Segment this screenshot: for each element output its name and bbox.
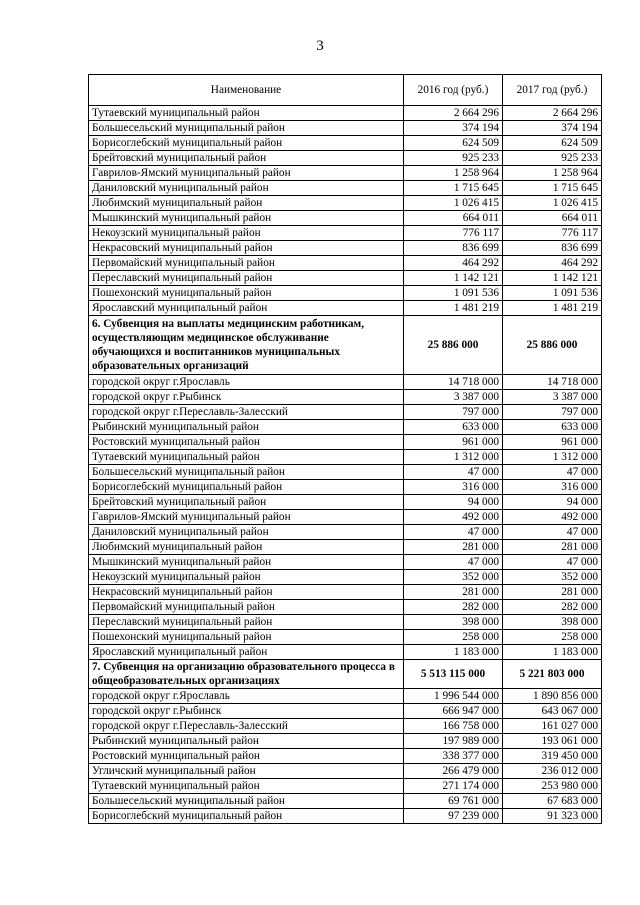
value-2016: 97 239 000 [404,809,503,824]
value-2017: 282 000 [503,600,602,615]
value-2016: 1 026 415 [404,196,503,211]
header-year-2017: 2017 год (руб.) [503,75,602,106]
district-name: Некрасовский муниципальный район [89,585,404,600]
value-2016: 1 091 536 [404,286,503,301]
section-row [89,660,602,689]
district-name: Угличский муниципальный район [89,764,404,779]
table-row [89,600,602,615]
district-name: Некрасовский муниципальный район [89,241,404,256]
table-row [89,271,602,286]
value-2017: 352 000 [503,570,602,585]
district-name: Ярославский муниципальный район [89,645,404,660]
subsidy-table [88,74,602,824]
value-2016: 266 479 000 [404,764,503,779]
value-2017: 1 091 536 [503,286,602,301]
value-2016: 797 000 [404,405,503,420]
district-name: Борисоглебский муниципальный район [89,809,404,824]
value-2016: 1 715 645 [404,181,503,196]
value-2016: 47 000 [404,525,503,540]
table-row [89,525,602,540]
value-2016: 374 194 [404,121,503,136]
district-name: Рыбинский муниципальный район [89,420,404,435]
value-2017: 2 664 296 [503,106,602,121]
table-row [89,645,602,660]
value-2017: 281 000 [503,540,602,555]
table-row [89,121,602,136]
table-row [89,510,602,525]
district-name: Борисоглебский муниципальный район [89,480,404,495]
table-row [89,719,602,734]
value-2017: 1 715 645 [503,181,602,196]
district-name: городской округ г.Ярославль [89,689,404,704]
value-2017: 193 061 000 [503,734,602,749]
page-number: 3 [316,38,324,54]
district-name: Любимский муниципальный район [89,540,404,555]
district-name: Тутаевский муниципальный район [89,106,404,121]
value-2017: 47 000 [503,525,602,540]
district-name: Рыбинский муниципальный район [89,734,404,749]
table-row [89,480,602,495]
value-2017: 94 000 [503,495,602,510]
value-2017: 776 117 [503,226,602,241]
table-body [89,106,602,824]
value-2016: 666 947 000 [404,704,503,719]
value-2017: 961 000 [503,435,602,450]
value-2017: 67 683 000 [503,794,602,809]
value-2017: 374 194 [503,121,602,136]
table-row [89,495,602,510]
table-row [89,196,602,211]
table-row [89,241,602,256]
value-2017: 3 387 000 [503,390,602,405]
value-2017: 464 292 [503,256,602,271]
value-2017: 1 312 000 [503,450,602,465]
district-name: Первомайский муниципальный район [89,256,404,271]
value-2017: 1 890 856 000 [503,689,602,704]
district-name: городской округ г.Рыбинск [89,704,404,719]
table-row [89,226,602,241]
table-row [89,630,602,645]
district-name: Пошехонский муниципальный район [89,630,404,645]
district-name: Переславский муниципальный район [89,271,404,286]
value-2017: 25 886 000 [503,316,602,375]
table-row [89,211,602,226]
value-2017: 836 699 [503,241,602,256]
value-2016: 338 377 000 [404,749,503,764]
value-2016: 2 664 296 [404,106,503,121]
value-2017: 258 000 [503,630,602,645]
value-2016: 25 886 000 [404,316,503,375]
value-2017: 398 000 [503,615,602,630]
table-row [89,779,602,794]
value-2017: 1 481 219 [503,301,602,316]
value-2016: 5 513 115 000 [404,660,503,689]
district-name: Ярославский муниципальный район [89,301,404,316]
district-name: городской округ г.Переславль-Залесский [89,719,404,734]
district-name: Тутаевский муниципальный район [89,450,404,465]
value-2016: 282 000 [404,600,503,615]
value-2016: 1 312 000 [404,450,503,465]
table-row [89,256,602,271]
section-title: 6. Субвенция на выплаты медицинским работникам, осуществляющим медицинское обслуживание обучающихся и воспитанников муниципальных образовательных организаций [89,316,404,375]
table-row [89,764,602,779]
district-name: Мышкинский муниципальный район [89,211,404,226]
table-row [89,570,602,585]
district-name: Некоузский муниципальный район [89,570,404,585]
value-2016: 166 758 000 [404,719,503,734]
table-row [89,555,602,570]
value-2017: 492 000 [503,510,602,525]
table-row [89,704,602,719]
district-name: Гаврилов-Ямский муниципальный район [89,510,404,525]
value-2016: 398 000 [404,615,503,630]
table-row [89,540,602,555]
value-2016: 271 174 000 [404,779,503,794]
district-name: Мышкинский муниципальный район [89,555,404,570]
table-row [89,585,602,600]
section-title: 7. Субвенция на организацию образовательного процесса в общеобразовательных организациях [89,660,404,689]
value-2016: 281 000 [404,540,503,555]
value-2017: 5 221 803 000 [503,660,602,689]
value-2017: 664 011 [503,211,602,226]
table-header [89,75,602,106]
table-row [89,749,602,764]
table-row [89,106,602,121]
table-row [89,450,602,465]
district-name: Пошехонский муниципальный район [89,286,404,301]
value-2017: 1 258 964 [503,166,602,181]
table-row [89,435,602,450]
value-2016: 464 292 [404,256,503,271]
value-2017: 281 000 [503,585,602,600]
value-2016: 281 000 [404,585,503,600]
header-row [89,75,602,106]
value-2016: 1 258 964 [404,166,503,181]
table-row [89,405,602,420]
table-row [89,301,602,316]
value-2017: 47 000 [503,465,602,480]
table-row [89,465,602,480]
value-2017: 797 000 [503,405,602,420]
value-2017: 316 000 [503,480,602,495]
value-2017: 91 323 000 [503,809,602,824]
section-row [89,316,602,375]
table-row [89,286,602,301]
value-2017: 47 000 [503,555,602,570]
district-name: Даниловский муниципальный район [89,525,404,540]
value-2016: 1 183 000 [404,645,503,660]
value-2016: 1 996 544 000 [404,689,503,704]
district-name: Большесельский муниципальный район [89,465,404,480]
district-name: Любимский муниципальный район [89,196,404,211]
value-2017: 236 012 000 [503,764,602,779]
table-row [89,181,602,196]
value-2017: 624 509 [503,136,602,151]
table-row [89,166,602,181]
district-name: Первомайский муниципальный район [89,600,404,615]
district-name: Борисоглебский муниципальный район [89,136,404,151]
value-2016: 14 718 000 [404,375,503,390]
value-2016: 624 509 [404,136,503,151]
value-2017: 319 450 000 [503,749,602,764]
table-row [89,151,602,166]
header-year-2016: 2016 год (руб.) [404,75,503,106]
table-row [89,615,602,630]
header-name: Наименование [89,75,404,106]
table-row [89,390,602,405]
value-2016: 352 000 [404,570,503,585]
value-2017: 1 142 121 [503,271,602,286]
value-2017: 161 027 000 [503,719,602,734]
value-2016: 258 000 [404,630,503,645]
table-row [89,794,602,809]
value-2017: 1 183 000 [503,645,602,660]
table-row [89,689,602,704]
district-name: Ростовский муниципальный район [89,749,404,764]
table-row [89,809,602,824]
value-2016: 961 000 [404,435,503,450]
district-name: Брейтовский муниципальный район [89,495,404,510]
value-2016: 836 699 [404,241,503,256]
value-2016: 94 000 [404,495,503,510]
district-name: Большесельский муниципальный район [89,121,404,136]
value-2016: 47 000 [404,465,503,480]
value-2017: 633 000 [503,420,602,435]
table-row [89,375,602,390]
table-row [89,420,602,435]
value-2016: 3 387 000 [404,390,503,405]
district-name: городской округ г.Ярославль [89,375,404,390]
value-2016: 1 142 121 [404,271,503,286]
value-2016: 316 000 [404,480,503,495]
value-2016: 633 000 [404,420,503,435]
district-name: городской округ г.Переславль-Залесский [89,405,404,420]
district-name: Переславский муниципальный район [89,615,404,630]
district-name: Тутаевский муниципальный район [89,779,404,794]
value-2016: 1 481 219 [404,301,503,316]
value-2017: 925 233 [503,151,602,166]
value-2017: 14 718 000 [503,375,602,390]
district-name: Даниловский муниципальный район [89,181,404,196]
table-row [89,136,602,151]
value-2016: 776 117 [404,226,503,241]
district-name: Брейтовский муниципальный район [89,151,404,166]
value-2017: 1 026 415 [503,196,602,211]
value-2016: 47 000 [404,555,503,570]
value-2017: 253 980 000 [503,779,602,794]
value-2016: 492 000 [404,510,503,525]
district-name: Некоузский муниципальный район [89,226,404,241]
district-name: Гаврилов-Ямский муниципальный район [89,166,404,181]
table-row [89,734,602,749]
district-name: Ростовский муниципальный район [89,435,404,450]
district-name: Большесельский муниципальный район [89,794,404,809]
value-2016: 69 761 000 [404,794,503,809]
value-2016: 664 011 [404,211,503,226]
value-2016: 197 989 000 [404,734,503,749]
value-2017: 643 067 000 [503,704,602,719]
district-name: городской округ г.Рыбинск [89,390,404,405]
value-2016: 925 233 [404,151,503,166]
